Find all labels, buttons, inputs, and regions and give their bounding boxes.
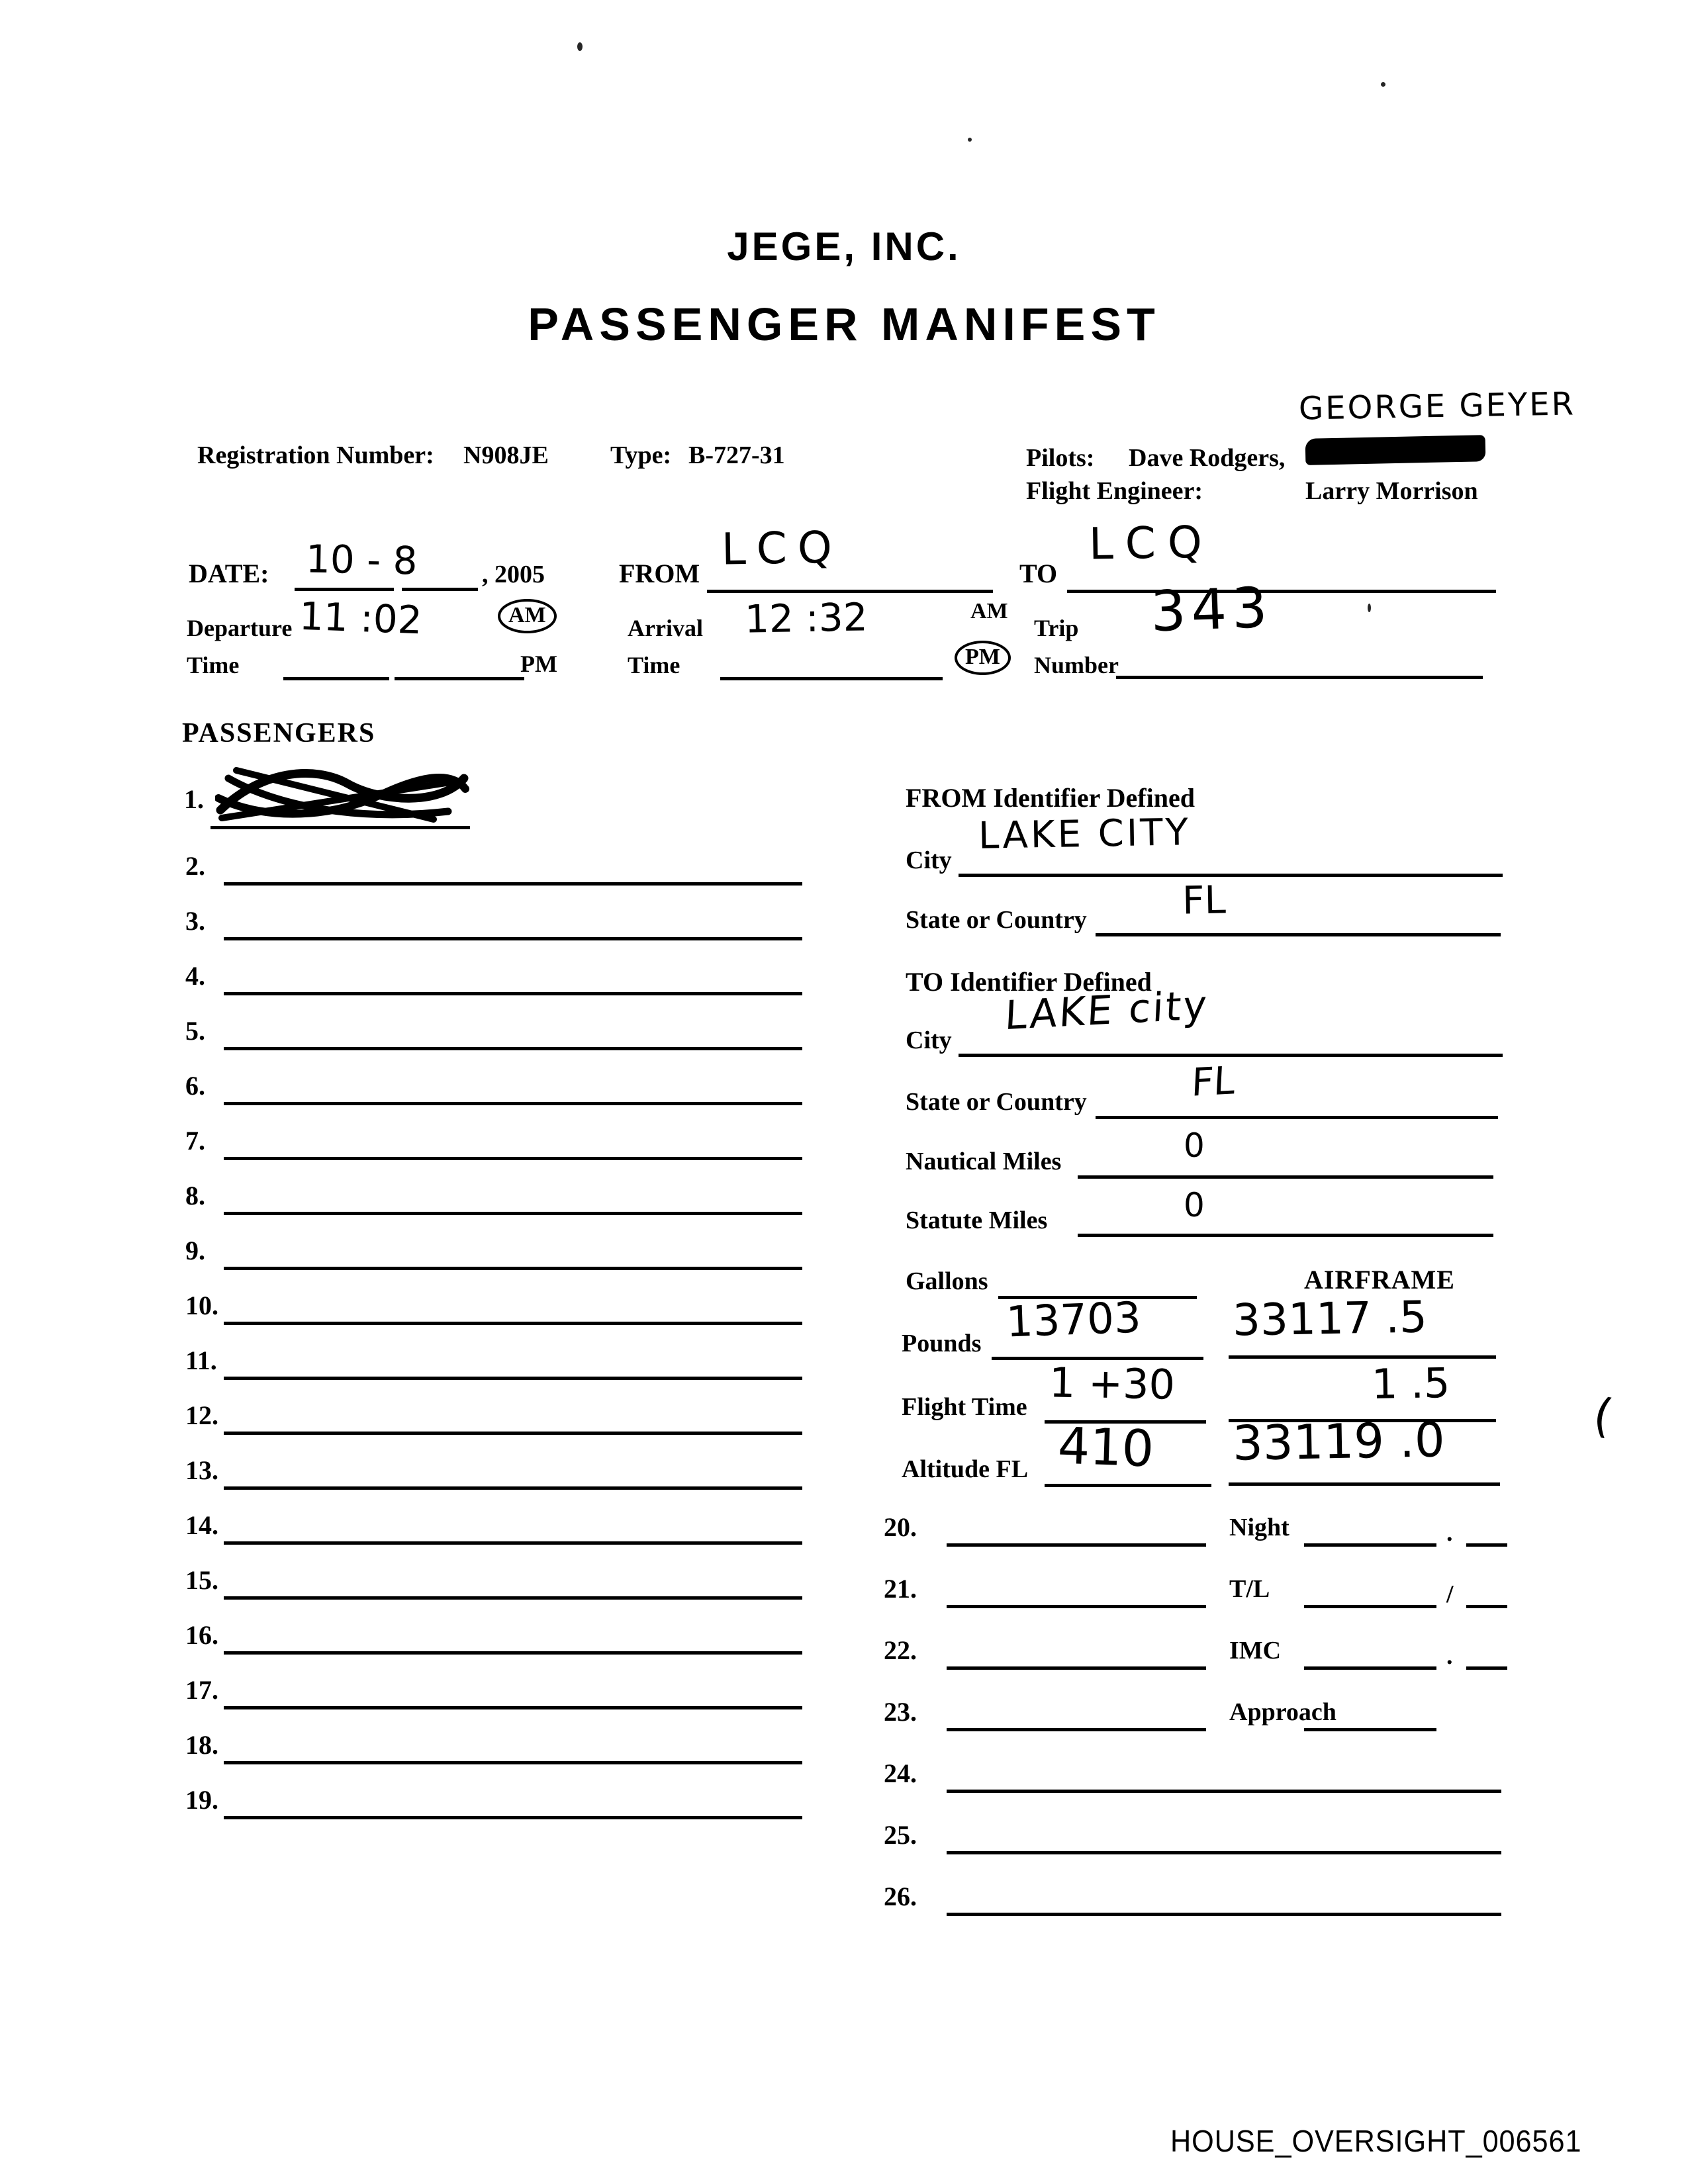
log-row-number: 25. xyxy=(884,1820,917,1850)
to-value-handwritten: LCQ xyxy=(1088,516,1215,570)
log-row-number: 26. xyxy=(884,1882,917,1911)
log-tail-line xyxy=(1466,1666,1507,1670)
pilots-label: Pilots: xyxy=(1026,444,1095,472)
passenger-number: 7. xyxy=(185,1126,205,1156)
passenger-line xyxy=(224,882,802,886)
passenger-row xyxy=(185,1180,802,1235)
log-row xyxy=(884,1563,1507,1624)
passenger-number: 16. xyxy=(185,1620,218,1650)
passenger-line xyxy=(224,1761,802,1764)
type-value: B-727-31 xyxy=(688,441,785,469)
page-title: PASSENGER MANIFEST xyxy=(528,298,1160,350)
passenger-number: 12. xyxy=(185,1400,218,1430)
passenger-row xyxy=(185,1125,802,1180)
to-identifier-heading: TO Identifier Defined xyxy=(906,967,1152,997)
to-state-handwritten: FL xyxy=(1190,1058,1237,1105)
log-row-line xyxy=(947,1666,1206,1670)
airframe-heading: AIRFRAME xyxy=(1304,1265,1455,1295)
passenger-number: 11. xyxy=(185,1345,217,1375)
passenger-number: 2. xyxy=(185,851,205,881)
departure-pm: PM xyxy=(520,651,557,677)
passenger-row xyxy=(185,1400,802,1455)
passenger-number: 3. xyxy=(185,906,205,936)
to-city-handwritten: LAKE city xyxy=(1004,981,1210,1040)
trip-number-label: Number xyxy=(1034,652,1119,678)
log-tail-mark: . xyxy=(1446,1642,1453,1670)
from-city-underline xyxy=(959,874,1503,877)
passenger-number: 15. xyxy=(185,1565,218,1595)
passenger-number: 14. xyxy=(185,1510,218,1540)
pilot-name-handwritten: GEORGE GEYER xyxy=(1298,385,1576,428)
redacted-passenger-name-scribble xyxy=(215,758,470,830)
departure-am-circled: AM xyxy=(498,599,557,633)
log-row-label: Night xyxy=(1229,1514,1289,1541)
passenger-number: 4. xyxy=(185,961,205,991)
passenger-line xyxy=(211,826,470,829)
arrival-pm-circled: PM xyxy=(955,641,1011,675)
passenger-row xyxy=(185,1565,802,1619)
log-row xyxy=(884,1870,1507,1932)
passenger-line xyxy=(224,1267,802,1270)
date-underline xyxy=(295,588,394,591)
passenger-line xyxy=(224,1047,802,1050)
statute-miles-label: Statute Miles xyxy=(906,1206,1048,1234)
log-row xyxy=(884,1624,1507,1686)
altitude-handwritten: 410 xyxy=(1056,1416,1155,1479)
passenger-row xyxy=(185,1455,802,1510)
passenger-line xyxy=(224,1212,802,1215)
altitude-underline xyxy=(1045,1484,1211,1487)
passenger-line xyxy=(224,1651,802,1655)
to-state-label: State or Country xyxy=(906,1088,1087,1116)
statute-miles-handwritten: 0 xyxy=(1184,1186,1205,1224)
passenger-row xyxy=(185,1070,802,1125)
passenger-number: 8. xyxy=(185,1181,205,1210)
to-city-underline xyxy=(959,1054,1503,1057)
scan-speck xyxy=(1368,604,1371,612)
arrival-label: Arrival xyxy=(628,615,703,641)
log-row xyxy=(884,1747,1507,1809)
scan-speck xyxy=(577,42,583,51)
from-state-handwritten: FL xyxy=(1182,877,1227,923)
passenger-line xyxy=(224,1322,802,1325)
passenger-row xyxy=(185,1235,802,1290)
passenger-number: 5. xyxy=(185,1016,205,1046)
date-label: DATE: xyxy=(189,559,269,588)
log-label-line xyxy=(1304,1728,1436,1731)
flight-engineer-value: Larry Morrison xyxy=(1305,477,1478,505)
gallons-label: Gallons xyxy=(906,1267,988,1295)
date-value-handwritten: 10 - 8 xyxy=(305,536,418,584)
log-row xyxy=(884,1501,1507,1563)
pounds-airframe-handwritten: 33117 .5 xyxy=(1232,1291,1428,1346)
passenger-list xyxy=(185,850,802,1839)
log-row-line xyxy=(947,1543,1206,1547)
passenger-number: 1. xyxy=(184,784,204,814)
scan-speck xyxy=(968,138,972,142)
stray-pen-mark: ( xyxy=(1589,1387,1617,1444)
passenger-number: 19. xyxy=(185,1785,218,1815)
passenger-row xyxy=(185,1619,802,1674)
from-underline xyxy=(707,590,993,593)
nautical-miles-label: Nautical Miles xyxy=(906,1148,1062,1175)
departure-time-label: Time xyxy=(187,652,240,678)
passenger-row xyxy=(185,905,802,960)
passenger-number: 9. xyxy=(185,1236,205,1265)
passenger-line xyxy=(224,1102,802,1105)
log-row xyxy=(884,1809,1507,1870)
log-row xyxy=(884,1686,1507,1747)
log-row-line xyxy=(947,1790,1501,1793)
date-underline xyxy=(402,588,478,591)
passenger-line xyxy=(224,1706,802,1709)
departure-time-handwritten: 11 :02 xyxy=(298,593,423,643)
log-row-label: T/L xyxy=(1229,1575,1270,1603)
arrival-time-underline xyxy=(720,677,943,680)
log-row-label: Approach xyxy=(1229,1698,1336,1726)
passenger-row xyxy=(185,1784,802,1839)
passenger-number: 18. xyxy=(185,1730,218,1760)
trip-number-underline xyxy=(1116,676,1483,679)
company-name: JEGE, INC. xyxy=(727,224,961,269)
altitude-label: Altitude FL xyxy=(902,1455,1029,1483)
from-state-underline xyxy=(1096,933,1501,936)
log-row-number: 20. xyxy=(884,1512,917,1542)
passenger-row xyxy=(185,1345,802,1400)
to-city-label: City xyxy=(906,1026,952,1054)
log-label-line xyxy=(1304,1605,1436,1608)
passenger-line xyxy=(224,1596,802,1600)
passenger-number: 17. xyxy=(185,1675,218,1705)
year-suffix: , 2005 xyxy=(482,561,545,588)
document-id-stamp: HOUSE_OVERSIGHT_006561 xyxy=(1170,2124,1582,2158)
passenger-row xyxy=(185,1674,802,1729)
log-row-number: 21. xyxy=(884,1574,917,1604)
from-label: FROM xyxy=(619,559,700,588)
log-tail-line xyxy=(1466,1605,1507,1608)
log-row-line xyxy=(947,1913,1501,1916)
arrival-time-label: Time xyxy=(628,652,680,678)
passenger-line xyxy=(224,1377,802,1380)
passengers-heading: PASSENGERS xyxy=(182,718,376,749)
registration-value: N908JE xyxy=(463,441,549,469)
passenger-line xyxy=(224,937,802,940)
passenger-row xyxy=(185,850,802,905)
nautical-miles-handwritten: 0 xyxy=(1184,1126,1205,1165)
scan-speck xyxy=(1381,82,1385,87)
departure-time-underline xyxy=(395,677,524,680)
passenger-row xyxy=(185,1510,802,1565)
pounds-airframe-underline xyxy=(1229,1355,1496,1359)
log-tail-mark: / xyxy=(1446,1580,1454,1608)
from-city-label: City xyxy=(906,846,952,874)
pounds-handwritten: 13703 xyxy=(1005,1293,1142,1347)
from-state-label: State or Country xyxy=(906,906,1087,934)
departure-label: Departure xyxy=(187,615,293,641)
trip-number-handwritten: 343 xyxy=(1149,574,1274,645)
arrival-time-handwritten: 12 :32 xyxy=(744,594,868,642)
passenger-number: 6. xyxy=(185,1071,205,1101)
passenger-line xyxy=(224,1432,802,1435)
from-identifier-heading: FROM Identifier Defined xyxy=(906,783,1195,813)
passenger-row xyxy=(185,960,802,1015)
passenger-number: 13. xyxy=(185,1455,218,1485)
passenger-line xyxy=(224,1541,802,1545)
altitude-airframe-underline xyxy=(1229,1482,1500,1486)
flight-engineer-label: Flight Engineer: xyxy=(1026,477,1203,505)
passenger-row xyxy=(185,1290,802,1345)
log-row-number: 22. xyxy=(884,1635,917,1665)
passenger-line xyxy=(224,1157,802,1160)
trip-label: Trip xyxy=(1034,615,1079,641)
pounds-label: Pounds xyxy=(902,1330,982,1357)
log-row-number: 23. xyxy=(884,1697,917,1727)
flight-time-handwritten: 1 +30 xyxy=(1049,1358,1176,1409)
passenger-row xyxy=(185,1729,802,1784)
log-tail-mark: . xyxy=(1446,1519,1453,1547)
pilot-1-value: Dave Rodgers, xyxy=(1129,444,1286,472)
passenger-number: 10. xyxy=(185,1291,218,1320)
log-row-line xyxy=(947,1728,1206,1731)
redacted-pilot-name-scribble xyxy=(1305,435,1486,465)
to-state-underline xyxy=(1096,1116,1498,1119)
passenger-row xyxy=(185,1015,802,1070)
log-label-line xyxy=(1304,1666,1436,1670)
to-label: TO xyxy=(1019,559,1058,588)
altitude-airframe-handwritten: 33119 .0 xyxy=(1232,1412,1446,1471)
departure-time-underline xyxy=(283,677,389,680)
log-label-line xyxy=(1304,1543,1436,1547)
log-tail-line xyxy=(1466,1543,1507,1547)
log-row-list xyxy=(884,1501,1507,1932)
nautical-miles-underline xyxy=(1078,1175,1493,1179)
flight-time-label: Flight Time xyxy=(902,1393,1027,1421)
flight-time-airframe-handwritten: 1 .5 xyxy=(1371,1358,1450,1409)
from-city-handwritten: LAKE CITY xyxy=(978,811,1192,858)
registration-label: Registration Number: xyxy=(197,441,434,469)
log-row-number: 24. xyxy=(884,1758,917,1788)
to-underline xyxy=(1067,590,1496,593)
passenger-line xyxy=(224,1486,802,1490)
log-row-label: IMC xyxy=(1229,1637,1282,1664)
log-row-line xyxy=(947,1605,1206,1608)
passenger-line xyxy=(224,1816,802,1819)
passenger-line xyxy=(224,992,802,995)
type-label: Type: xyxy=(610,441,672,469)
statute-miles-underline xyxy=(1078,1234,1493,1237)
arrival-am: AM xyxy=(970,599,1008,623)
log-row-line xyxy=(947,1851,1501,1854)
from-value-handwritten: LCQ xyxy=(721,522,843,575)
